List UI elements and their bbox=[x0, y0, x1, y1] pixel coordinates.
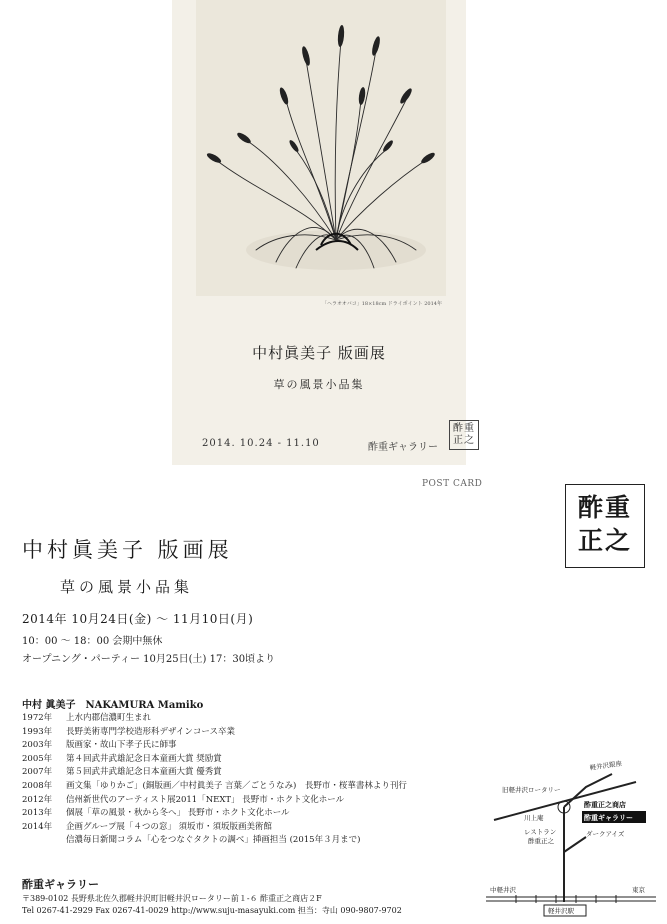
exhibition-title: 中村眞美子 版画展 bbox=[22, 538, 233, 562]
bio-year: 2012年 bbox=[22, 794, 53, 805]
map-drawing bbox=[486, 752, 656, 917]
bio-text: 第５回武井武雄記念日本童画大賞 優秀賞 bbox=[66, 767, 222, 778]
map-label-tokyo: 東京 bbox=[632, 886, 645, 894]
postcard-date: 2014. 10.24 - 11.10 bbox=[202, 438, 320, 449]
access-map bbox=[486, 752, 656, 917]
gallery-seal bbox=[565, 484, 645, 568]
map-label-gallery: 酢重ギャラリー bbox=[584, 814, 633, 822]
postcard-label: POST CARD bbox=[422, 479, 483, 489]
postcard-image bbox=[172, 0, 475, 465]
bio-text: 長野美術専門学校造形科デザインコース卒業 bbox=[66, 726, 235, 737]
postcard-gallery: 酢重ギャラリー bbox=[368, 442, 438, 453]
bio-year: 2007年 bbox=[22, 767, 53, 778]
bio-year: 2014年 bbox=[22, 821, 53, 832]
bio-text: 信濃毎日新聞コラム「心をつなぐタクトの調べ」挿画担当 (2015年３月まで) bbox=[66, 835, 361, 846]
map-road-side bbox=[564, 837, 586, 852]
exhibition-subtitle: 草の風景小品集 bbox=[60, 578, 194, 596]
grass-illustration bbox=[196, 0, 446, 296]
bio-row bbox=[22, 807, 407, 821]
postcard-subtitle: 草の風景小品集 bbox=[273, 378, 365, 391]
artist-bio bbox=[22, 712, 407, 848]
artist-name: 中村 眞美子 NAKAMURA Mamiko bbox=[22, 700, 204, 711]
bio-text: 信州新世代のアーティスト展2011「NEXT」 長野市・ホクト文化ホール bbox=[66, 794, 345, 805]
map-label-station: 軽井沢駅 bbox=[548, 907, 574, 915]
gallery-seal-text: 酢重 正之 bbox=[577, 493, 632, 555]
bio-text: 画文集「ゆりかご」(銅版画／中村眞美子 言葉／ごとうなみ) 長野市・桜華書林より刊行 bbox=[66, 780, 407, 791]
bio-text: 企画グループ展「４つの窓」 須坂市・須坂版画美術館 bbox=[66, 821, 273, 832]
postcard-title: 中村眞美子 版画展 bbox=[252, 344, 386, 362]
bio-text: 上水内郡信濃町生まれ bbox=[66, 713, 152, 723]
bio-row bbox=[22, 780, 407, 794]
bio-row bbox=[22, 712, 407, 726]
bio-year: 2013年 bbox=[22, 808, 53, 819]
map-label-restaurant-name: 酢重正之 bbox=[528, 837, 554, 845]
bio-row bbox=[22, 739, 407, 753]
exhibition-hours: 10：00 〜 18：00 会期中無休 bbox=[22, 636, 163, 647]
bio-year: 2008年 bbox=[22, 780, 53, 791]
grass-etching bbox=[196, 0, 446, 296]
gallery-phone: Tel 0267-41-2929 Fax 0267-41-0029 http://www.suju-masayuki.com 担当：寺山 090-9807-9702 bbox=[22, 906, 402, 915]
map-label-naka-karuizawa: 中軽井沢 bbox=[490, 886, 516, 894]
map-label-dark-eyes: ダークアイズ bbox=[586, 830, 625, 838]
map-label-shoten: 酢重正之商店 bbox=[584, 801, 626, 809]
postcard-seal bbox=[449, 420, 479, 450]
bio-row bbox=[22, 794, 407, 808]
bio-row bbox=[22, 726, 407, 740]
map-label-kawakami: 川上庵 bbox=[524, 814, 544, 822]
exhibition-dates: 2014年 10月24日(金) 〜 11月10日(月) bbox=[22, 612, 254, 626]
artwork-caption: 「ヘラオオバコ」18×18cm ドライポイント 2014年 bbox=[322, 301, 442, 307]
bio-row bbox=[22, 753, 407, 767]
bio-year: 2003年 bbox=[22, 740, 53, 751]
bio-row bbox=[22, 821, 407, 835]
bio-row bbox=[22, 834, 407, 848]
bio-text: 個展「草の風景・秋から冬へ」 長野市・ホクト文化ホール bbox=[66, 808, 290, 819]
opening-party: オープニング・パーティー 10月25日(土) 17：30頃より bbox=[22, 654, 276, 665]
gallery-address: 〒389-0102 長野県北佐久郡軽井沢町旧軽井沢ロータリー前１-６ 酢重正之商店２F bbox=[22, 894, 322, 903]
bio-text: 第４回武井武雄記念日本童画大賞 奨励賞 bbox=[66, 753, 222, 764]
map-label-rotary: 旧軽井沢ロータリー bbox=[502, 786, 561, 794]
bio-year: 2005年 bbox=[22, 753, 53, 764]
bio-year: 1972年 bbox=[22, 713, 53, 723]
gallery-name: 酢重ギャラリー bbox=[22, 878, 99, 891]
bio-text: 版画家・故山下孝子氏に師事 bbox=[66, 740, 177, 751]
postcard-seal-text: 酢重 正之 bbox=[453, 423, 475, 446]
map-label-ginza: 軽井沢銀座 bbox=[589, 759, 623, 772]
bio-year: 1993年 bbox=[22, 726, 53, 737]
map-label-restaurant: レストラン bbox=[524, 828, 557, 836]
bio-row bbox=[22, 766, 407, 780]
gallery-contact bbox=[22, 893, 402, 917]
